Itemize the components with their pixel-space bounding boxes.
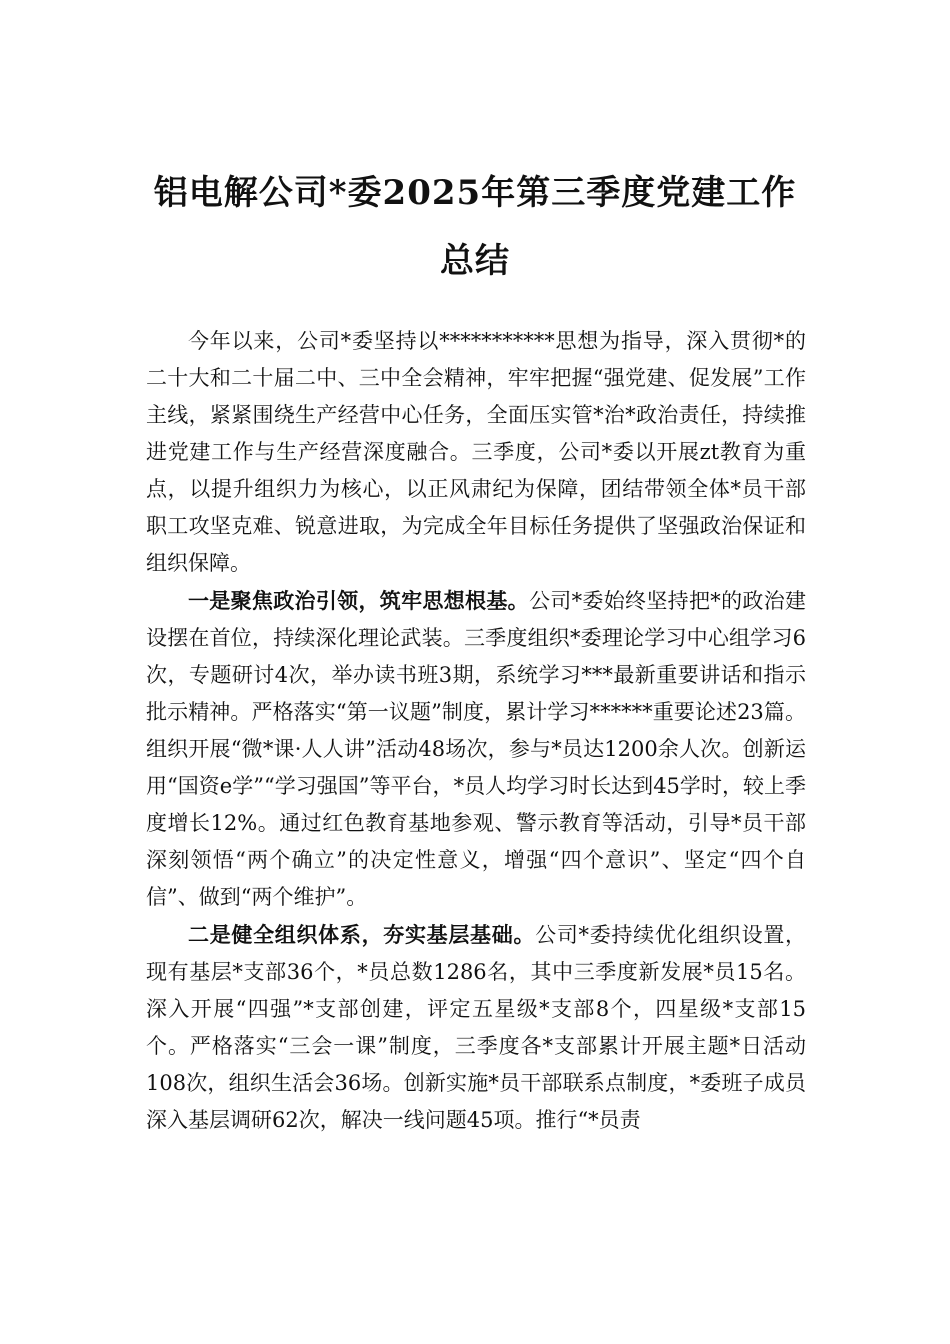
paragraph-text: 今年以来，公司*委坚持以***********思想为指导，深入贯彻*的二十大和二十届二中、三中全会精神，牢牢把握“强党建、促发展”工作主线，紧紧围绕生产经营中心任务，全面压实管*治*政治责任，持续推进党建工作与生产经营深度融合。三季度，公司*委以开展zt教育为重点，以提升组织力为核心，以正风肃纪为保障，团结带领全体*员干部职工攻坚克难、锐意进取，为完成全年目标任务提供了坚强政治保证和组织保障。 bbox=[146, 329, 806, 575]
document-body bbox=[146, 323, 806, 1139]
paragraph-political-guidance bbox=[146, 582, 806, 916]
paragraph-organization-system bbox=[146, 916, 806, 1139]
document-title-line2: 总结 bbox=[440, 241, 510, 281]
document-title-line1: 铝电解公司*委2025年第三季度党建工作 bbox=[153, 173, 797, 213]
paragraph-intro bbox=[146, 323, 806, 582]
paragraph-lead: 一是聚焦政治引领，筑牢思想根基。 bbox=[188, 588, 529, 613]
paragraph-lead: 二是健全组织体系，夯实基层基础。 bbox=[188, 922, 536, 947]
paragraph-text: 公司*委持续优化组织设置，现有基层*支部36个，*员总数1286名，其中三季度新发展*员15名。深入开展“四强”*支部创建，评定五星级*支部8个，四星级*支部15个。严格落实“三会一课”制度，三季度各*支部累计开展主题*日活动108次，组织生活会36场。创新实施*员干部联系点制度，*委班子成员深入基层调研62次，解决一线问题45项。推行“*员责 bbox=[146, 923, 807, 1132]
paragraph-text: 公司*委始终坚持把*的政治建设摆在首位，持续深化理论武装。三季度组织*委理论学习中心组学习6次，专题研讨4次，举办读书班3期，系统学习***最新重要讲话和指示批示精神。严格落实“第一议题”制度，累计学习******重要论述23篇。组织开展“微*课·人人讲”活动48场次，参与*员达1200余人次。创新运用“国资e学”“学习强国”等平台，*员人均学习时长达到45学时，较上季度增长12%。通过红色教育基地参观、警示教育等活动，引导*员干部深刻领悟“两个确立”的决定性意义，增强“四个意识”、坚定“四个自信”、做到“两个维护”。 bbox=[146, 589, 807, 909]
